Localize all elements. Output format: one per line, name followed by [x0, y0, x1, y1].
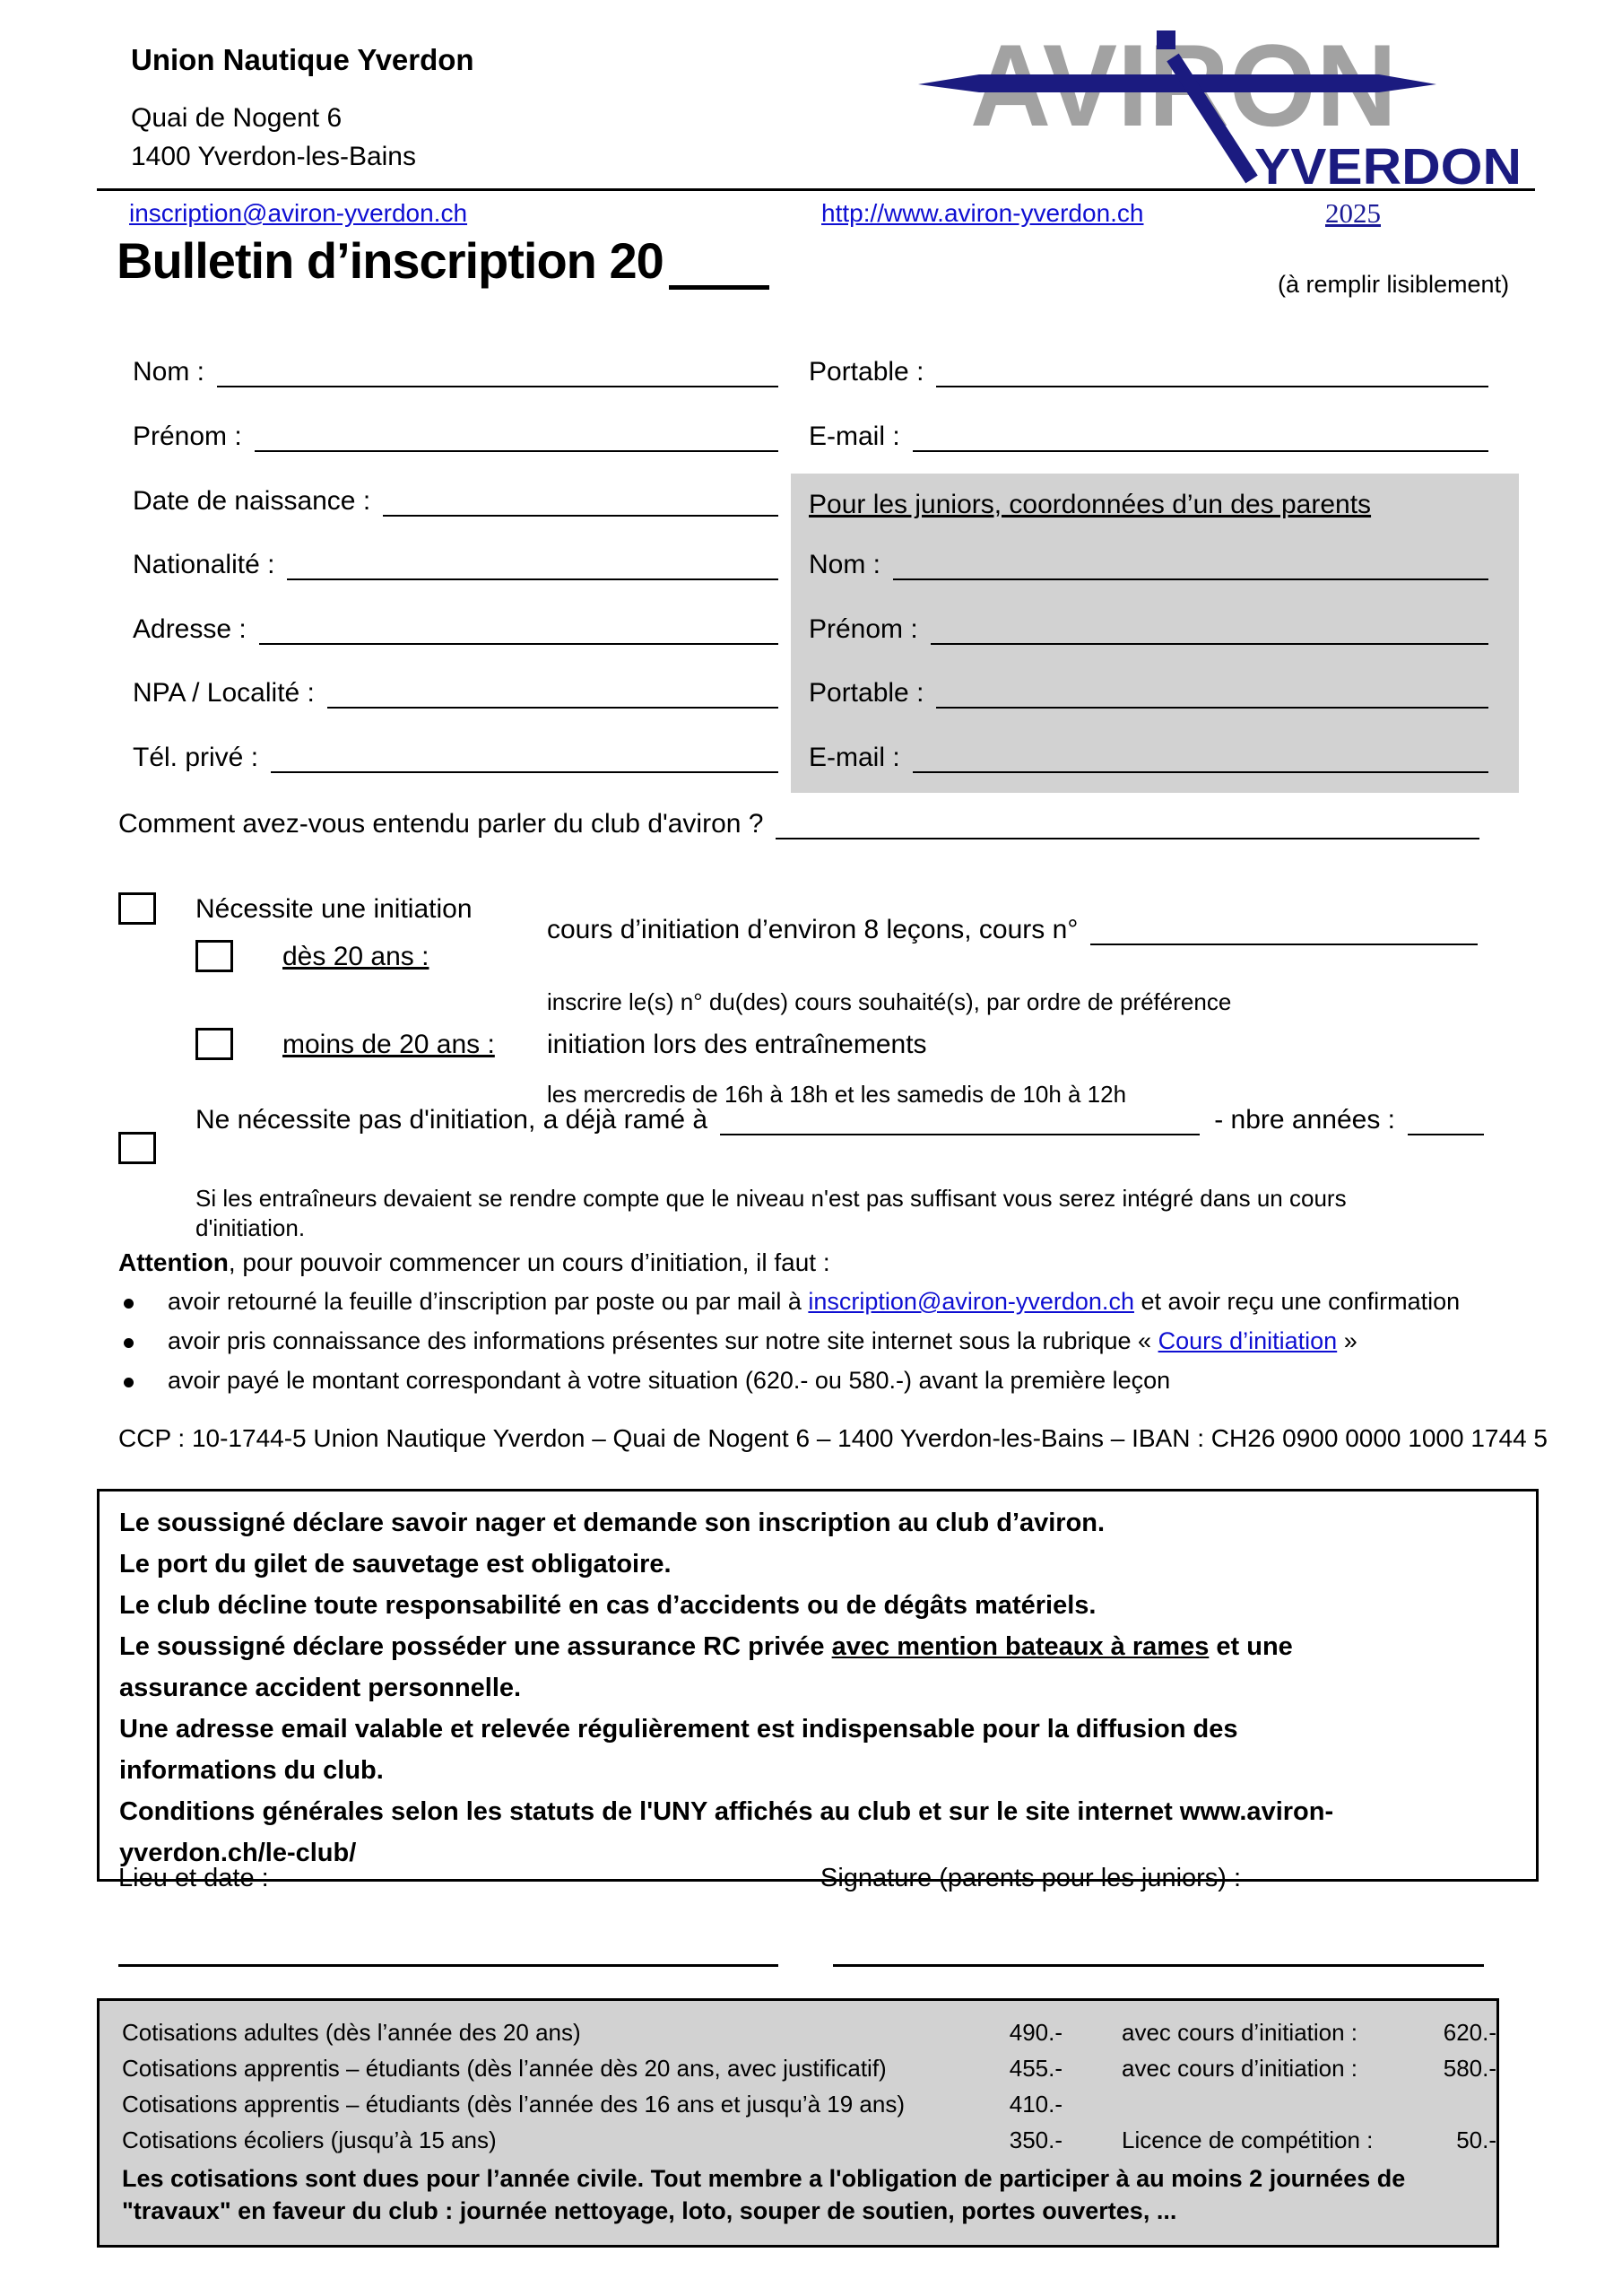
bullet-icon [124, 1378, 134, 1387]
parent-email-label: E-mail : [809, 743, 900, 772]
over20-checkbox[interactable] [195, 940, 233, 972]
parent-nom-field[interactable] [893, 578, 1488, 580]
referral-row [118, 805, 1479, 839]
signature-field[interactable] [833, 1964, 1484, 1967]
parent-nom-label: Nom : [809, 550, 881, 579]
no-initiation-checkbox[interactable] [118, 1132, 156, 1164]
field-row-tel [133, 739, 778, 773]
referral-label: Comment avez-vous entendu parler du club d'aviron ? [118, 809, 764, 839]
naissance-label: Date de naissance : [133, 486, 371, 516]
parent-prenom-label: Prénom : [809, 614, 918, 644]
club-email-link[interactable]: inscription@aviron-yverdon.ch [129, 199, 468, 227]
signature-label: Signature (parents pour les juniors) : [820, 1864, 1242, 1892]
place-date-label: Lieu et date : [118, 1864, 269, 1892]
form-year: 2025 [1325, 197, 1381, 229]
parent-email-field[interactable] [913, 771, 1488, 773]
bullet1-text [168, 1288, 1460, 1316]
over20-course-text: cours d’initiation d’environ 8 leçons, cours n° [547, 915, 1079, 944]
declaration-line-8: Conditions générales selon les statuts de l'UNY affichés au club et sur le site internet www.aviron- [119, 1797, 1334, 1826]
page-title [117, 231, 769, 290]
nom-label: Nom : [133, 357, 205, 387]
parent-portable-field[interactable] [936, 707, 1488, 709]
bullet-item-2 [124, 1327, 1357, 1355]
declaration-line-1: Le soussigné déclare savoir nager et demande son inscription au club d’aviron. [119, 1509, 1106, 1537]
nom-field[interactable] [217, 386, 778, 387]
no-initiation-text: Ne nécessite pas d'initiation, a déjà ramé à [195, 1105, 708, 1135]
fee-row-apprentis-16-19 [100, 2085, 1496, 2121]
club-address-street: Quai de Nogent 6 [131, 103, 343, 133]
needs-initiation-checkbox[interactable] [118, 892, 156, 925]
declaration-box [97, 1489, 1539, 1882]
field-row-nationalite [133, 546, 778, 580]
naissance-field[interactable] [383, 515, 778, 517]
fee-extra-price: 620.- [1443, 2019, 1496, 2046]
fee-price: 410.- [1009, 2091, 1063, 2118]
adresse-field[interactable] [259, 643, 778, 645]
fee-price: 455.- [1009, 2055, 1063, 2082]
fee-extra-label: avec cours d’initiation : [1122, 2055, 1358, 2082]
portable-field[interactable] [936, 386, 1488, 387]
field-row-nom [133, 353, 778, 387]
fee-label: Cotisations apprentis – étudiants (dès l’année des 16 ans et jusqu’à 19 ans) [122, 2091, 906, 2118]
field-row-naissance [133, 483, 778, 517]
portable-label: Portable : [809, 357, 924, 387]
declaration-line-6: Une adresse email valable et relevée régulièrement est indispensable pour la diffusion des [119, 1715, 1238, 1744]
bullet-icon [124, 1299, 134, 1309]
adresse-label: Adresse : [133, 614, 247, 644]
parent-prenom-field[interactable] [931, 643, 1488, 645]
field-row-npa [133, 674, 778, 709]
email-label: E-mail : [809, 422, 900, 451]
field-row-portable [809, 353, 1488, 387]
declaration-line-4-pre: Le soussigné déclare posséder une assurance RC privée [119, 1632, 832, 1661]
level-warning-line1: Si les entraîneurs devaient se rendre compte que le niveau n'est pas suffisant vous serez intégré dans un cours [195, 1185, 1347, 1212]
club-name: Union Nautique Yverdon [131, 43, 474, 76]
club-website-link[interactable]: http://www.aviron-yverdon.ch [821, 199, 1144, 227]
fee-extra-label: avec cours d’initiation : [1122, 2019, 1358, 2046]
prenom-field[interactable] [255, 450, 778, 452]
page-title-text: Bulletin d’inscription 20 [117, 232, 664, 289]
bullet-item-3 [124, 1367, 1170, 1395]
fee-label: Cotisations apprentis – étudiants (dès l’année dès 20 ans, avec justificatif) [122, 2055, 887, 2082]
bullet2-post: » [1337, 1327, 1357, 1354]
under20-checkbox[interactable] [195, 1028, 233, 1060]
bullet2-pre: avoir pris connaissance des informations présentes sur notre site internet sous la rubrique « [168, 1327, 1158, 1354]
field-row-parent-portable [809, 674, 1488, 709]
under20-note: les mercredis de 16h à 18h et les samedis de 10h à 12h [547, 1081, 1127, 1108]
fees-table [97, 1998, 1499, 2248]
fill-legibly-hint: (à remplir lisiblement) [1278, 271, 1510, 298]
bullet-icon [124, 1338, 134, 1348]
npa-label: NPA / Localité : [133, 678, 315, 708]
field-row-parent-email [809, 739, 1488, 773]
place-date-field[interactable] [118, 1964, 778, 1967]
fee-row-adultes [100, 2013, 1496, 2049]
under20-text: initiation lors des entraînements [547, 1030, 927, 1059]
header-divider [97, 188, 1535, 191]
over20-course-row [547, 911, 1478, 945]
npa-field[interactable] [327, 707, 778, 709]
declaration-line-3: Le club décline toute responsabilité en cas d’accidents ou de dégâts matériels. [119, 1591, 1097, 1620]
tel-label: Tél. privé : [133, 743, 259, 772]
no-initiation-row [195, 1101, 1484, 1135]
fee-extra-label: Licence de compétition : [1122, 2126, 1374, 2153]
juniors-heading: Pour les juniors, coordonnées d’un des parents [809, 490, 1372, 519]
declaration-line-4-underlined: avec mention bateaux à rames [831, 1632, 1210, 1661]
bullet2-courses-link[interactable]: Cours d’initiation [1158, 1327, 1338, 1354]
club-address-city: 1400 Yverdon-les-Bains [131, 142, 416, 171]
attention-line [118, 1248, 830, 1277]
fee-extra-price: 580.- [1443, 2055, 1496, 2082]
rowing-oar-logo-icon [915, 11, 1533, 187]
declaration-line-2: Le port du gilet de sauvetage est obligatoire. [119, 1550, 672, 1578]
field-row-email [809, 418, 1488, 452]
years-label: - nbre années : [1214, 1105, 1395, 1135]
declaration-line-7: informations du club. [119, 1756, 384, 1785]
email-field[interactable] [913, 450, 1488, 452]
referral-field[interactable] [776, 838, 1479, 839]
field-row-adresse [133, 611, 778, 645]
logo-word-yverdon: YVERDON [1254, 138, 1522, 187]
fee-row-apprentis-20 [100, 2049, 1496, 2085]
fees-note-line1: Les cotisations sont dues pour l’année civile. Tout membre a l'obligation de participer à au moins 2 journées de [122, 2165, 1406, 2192]
years-field[interactable] [1408, 1134, 1484, 1135]
declaration-line-4-post: et une [1209, 1632, 1293, 1661]
attention-word: Attention [118, 1248, 229, 1276]
parent-portable-label: Portable : [809, 678, 924, 708]
fee-extra-price: 50.- [1456, 2126, 1496, 2153]
aviron-yverdon-logo [915, 11, 1533, 187]
bullet1-post: et avoir reçu une confirmation [1133, 1288, 1461, 1315]
field-row-parent-nom [809, 546, 1488, 580]
tel-field[interactable] [271, 771, 778, 773]
bullet2-text [168, 1327, 1357, 1355]
fees-note-line2: "travaux" en faveur du club : journée nettoyage, loto, souper de soutien, portes ouvertes, ... [122, 2197, 1177, 2224]
declaration-line-4 [119, 1626, 1516, 1667]
needs-initiation-label: Nécessite une initiation [195, 894, 473, 924]
bullet1-email-link[interactable]: inscription@aviron-yverdon.ch [808, 1288, 1134, 1315]
oar-dot-shape [1157, 30, 1175, 49]
over20-label: dès 20 ans : [282, 942, 429, 971]
field-row-prenom [133, 418, 778, 452]
course-number-field[interactable] [1090, 944, 1478, 945]
attention-rest: , pour pouvoir commencer un cours d’initiation, il faut : [228, 1248, 830, 1276]
ccp-iban-line: CCP : 10-1744-5 Union Nautique Yverdon – Quai de Nogent 6 – 1400 Yverdon-les-Bains – IBAN : CH26 0900 0000 1000 1744 5 [118, 1424, 1548, 1452]
declaration-line-9: yverdon.ch/le-club/ [119, 1839, 357, 1867]
bullet3-text: avoir payé le montant correspondant à votre situation (620.- ou 580.-) avant la première leçon [168, 1367, 1171, 1394]
fee-label: Cotisations adultes (dès l’année des 20 ans) [122, 2019, 581, 2046]
year-blank-field[interactable] [669, 240, 769, 290]
fee-row-ecoliers [100, 2121, 1496, 2157]
field-row-parent-prenom [809, 611, 1488, 645]
fee-label: Cotisations écoliers (jusqu’à 15 ans) [122, 2126, 497, 2153]
fee-price: 490.- [1009, 2019, 1063, 2046]
prenom-label: Prénom : [133, 422, 242, 451]
under20-label: moins de 20 ans : [282, 1030, 495, 1059]
nationalite-label: Nationalité : [133, 550, 275, 579]
bullet-item-1 [124, 1288, 1460, 1316]
nationalite-field[interactable] [287, 578, 778, 580]
declaration-line-5: assurance accident personnelle. [119, 1674, 522, 1702]
over20-note: inscrire le(s) n° du(des) cours souhaité(s), par ordre de préférence [547, 988, 1232, 1015]
bullet1-pre: avoir retourné la feuille d’inscription par poste ou par mail à [168, 1288, 809, 1315]
fee-price: 350.- [1009, 2126, 1063, 2153]
level-warning-line2: d'initiation. [195, 1214, 306, 1241]
club-name-field[interactable] [720, 1134, 1200, 1135]
